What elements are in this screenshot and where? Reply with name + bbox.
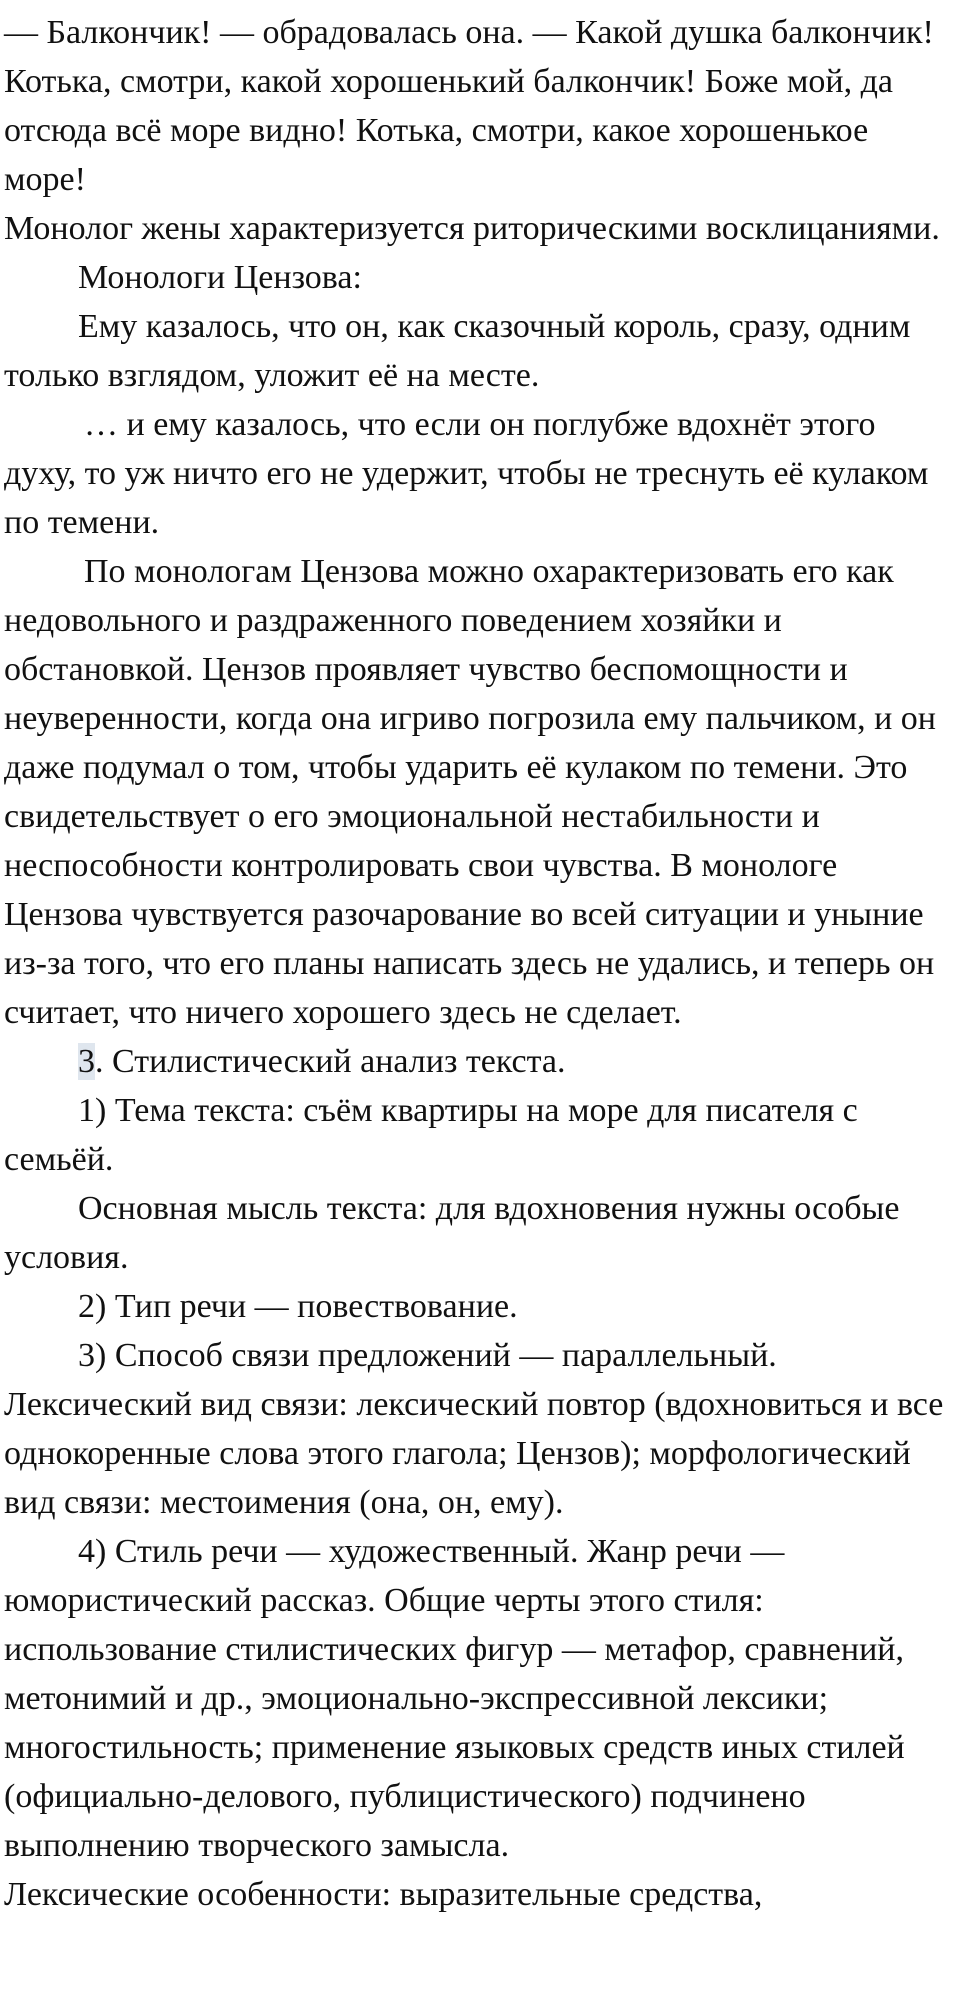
paragraph-tsenzov-analysis: По монологам Цензова можно охарактеризовать его как недовольного и раздраженного поведением хозяйки и обстановкой. Цензов проявляет чувство беспомощности и неуверенности, когда она игриво погрозила ему пальчиком, и он даже подумал о том, чтобы ударить её кулаком по темени. Это свидетельствует о его эмоциональной нестабильности и неспособности контролировать свои чувства. В монологе Цензова чувствуется разочарование во всей ситуации и уныние из-за того, что его планы написать здесь не удались, и теперь он считает, что ничего хорошего здесь не сделает.: [4, 553, 936, 1031]
paragraph-lexical-features: Лексические особенности: выразительные средства,: [4, 1876, 763, 1913]
paragraph-speech-style: 4) Стиль речи — художественный. Жанр речи — юмористический рассказ. Общие черты этого стиля: использование стилистических фигур — метафор, сравнений, метонимий и др., эмоционально-экспрессивной лексики; многостильность; применение языковых средств иных стилей (официально-делового, публицистического) подчинено выполнению творческого замысла.: [4, 1533, 905, 1864]
paragraph-speech-type: 2) Тип речи — повествование.: [78, 1288, 518, 1325]
paragraph-topic: 1) Тема текста: съём квартиры на море для писателя с семьёй.: [4, 1092, 858, 1178]
section-number-highlight: 3: [78, 1043, 95, 1080]
paragraph-wife-monologue-note: Монолог жены характеризуется риторическими восклицаниями.: [4, 210, 940, 247]
paragraph-tsenzov-quote-2: … и ему казалось, что если он поглубже вдохнёт этого духу, то уж ничто его не удержит, чтобы не треснуть её кулаком по темени.: [4, 406, 929, 541]
section-heading-text: . Стилистический анализ текста.: [95, 1043, 566, 1080]
paragraph-lexical-connection: Лексический вид связи: лексический повтор (вдохновиться и все однокоренные слова этого глагола; Цензов); морфологический вид связи: местоимения (она, он, ему).: [4, 1386, 944, 1521]
paragraph-tsenzov-quote-1: Ему казалось, что он, как сказочный король, сразу, одним только взглядом, уложит её на месте.: [4, 308, 911, 394]
paragraph-tsenzov-heading: Монологи Цензова:: [78, 259, 362, 296]
paragraph-connection-method: 3) Способ связи предложений — параллельный.: [78, 1337, 777, 1374]
paragraph-main-idea: Основная мысль текста: для вдохновения нужны особые условия.: [4, 1190, 900, 1276]
paragraph-wife-exclamation: — Балкончик! — обрадовалась она. — Какой душка балкончик! Котька, смотри, какой хорошенький балкончик! Боже мой, да отсюда всё море видно! Котька, смотри, какое хорошенькое море!: [4, 14, 934, 198]
section-heading-stylistic-analysis: [4, 1037, 952, 1086]
